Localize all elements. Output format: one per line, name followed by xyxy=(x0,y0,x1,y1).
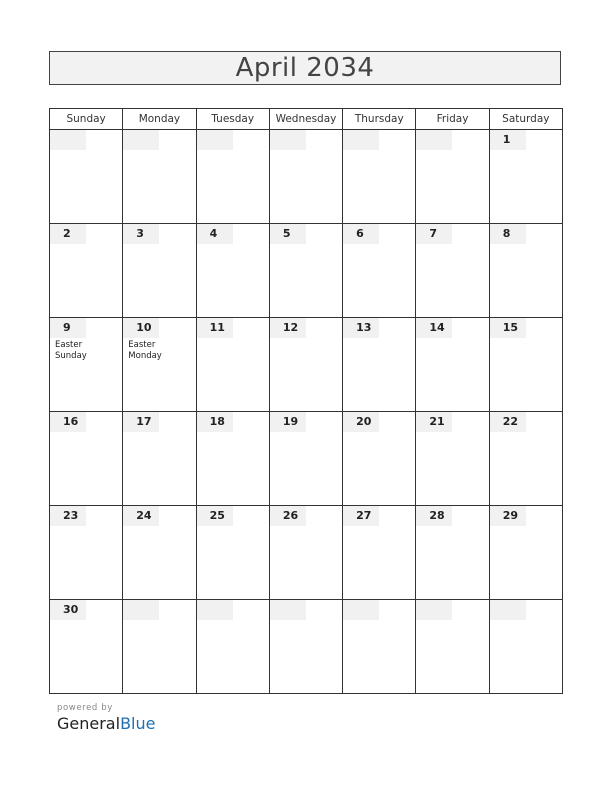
calendar-week-row xyxy=(50,412,563,506)
day-cell xyxy=(343,412,416,506)
weekday-wednesday: Wednesday xyxy=(269,109,342,130)
brand-name-part1: General xyxy=(57,714,121,733)
title-box xyxy=(49,51,561,85)
day-cell xyxy=(123,412,196,506)
day-cell xyxy=(489,600,562,694)
day-number xyxy=(197,600,233,620)
day-cell xyxy=(123,318,196,412)
day-cell xyxy=(123,130,196,224)
day-number: 17 xyxy=(123,412,159,432)
day-number: 27 xyxy=(343,506,379,526)
footer-branding xyxy=(57,703,155,733)
day-cell xyxy=(416,130,489,224)
day-number xyxy=(416,130,452,150)
day-cell xyxy=(343,130,416,224)
weekday-header-row xyxy=(50,109,563,130)
day-cell xyxy=(489,318,562,412)
day-cell xyxy=(50,224,123,318)
day-cell xyxy=(50,506,123,600)
day-cell xyxy=(269,506,342,600)
day-number: 4 xyxy=(197,224,233,244)
holiday-label: Easter Sunday xyxy=(55,340,87,361)
day-cell xyxy=(416,600,489,694)
day-cell xyxy=(50,130,123,224)
day-cell xyxy=(489,412,562,506)
day-number: 8 xyxy=(490,224,526,244)
brand-logo xyxy=(57,714,155,733)
day-cell xyxy=(416,318,489,412)
day-number xyxy=(270,600,306,620)
day-number xyxy=(50,130,86,150)
weekday-sunday: Sunday xyxy=(50,109,123,130)
day-number xyxy=(343,130,379,150)
day-cell xyxy=(269,600,342,694)
day-cell xyxy=(416,412,489,506)
day-number: 23 xyxy=(50,506,86,526)
day-number: 30 xyxy=(50,600,86,620)
day-number: 25 xyxy=(197,506,233,526)
day-number xyxy=(416,600,452,620)
day-number: 28 xyxy=(416,506,452,526)
day-number: 15 xyxy=(490,318,526,338)
day-number: 21 xyxy=(416,412,452,432)
day-cell xyxy=(196,600,269,694)
day-cell xyxy=(489,506,562,600)
day-cell xyxy=(416,506,489,600)
powered-by-text: powered by xyxy=(57,703,113,713)
day-cell xyxy=(196,224,269,318)
holiday-label: Easter Monday xyxy=(128,340,162,361)
day-number: 18 xyxy=(197,412,233,432)
day-number: 3 xyxy=(123,224,159,244)
day-number xyxy=(270,130,306,150)
day-cell xyxy=(123,506,196,600)
day-number: 12 xyxy=(270,318,306,338)
day-cell xyxy=(489,130,562,224)
day-number xyxy=(343,600,379,620)
day-number: 24 xyxy=(123,506,159,526)
day-number: 2 xyxy=(50,224,86,244)
day-cell xyxy=(269,318,342,412)
day-cell xyxy=(196,506,269,600)
day-number: 10 xyxy=(123,318,159,338)
day-number: 19 xyxy=(270,412,306,432)
day-number: 20 xyxy=(343,412,379,432)
weekday-thursday: Thursday xyxy=(343,109,416,130)
day-cell xyxy=(123,224,196,318)
weekday-saturday: Saturday xyxy=(489,109,562,130)
day-cell xyxy=(416,224,489,318)
day-number: 7 xyxy=(416,224,452,244)
weekday-monday: Monday xyxy=(123,109,196,130)
weekday-tuesday: Tuesday xyxy=(196,109,269,130)
day-number xyxy=(490,600,526,620)
day-cell xyxy=(269,224,342,318)
day-number: 9 xyxy=(50,318,86,338)
day-cell xyxy=(343,224,416,318)
day-number: 16 xyxy=(50,412,86,432)
day-cell xyxy=(50,412,123,506)
day-cell xyxy=(196,130,269,224)
day-number xyxy=(123,600,159,620)
day-number xyxy=(123,130,159,150)
day-number: 29 xyxy=(490,506,526,526)
day-number: 14 xyxy=(416,318,452,338)
day-cell xyxy=(196,412,269,506)
day-number: 11 xyxy=(197,318,233,338)
calendar-title: April 2034 xyxy=(235,53,375,83)
day-number xyxy=(197,130,233,150)
calendar-week-row xyxy=(50,318,563,412)
calendar-week-row xyxy=(50,506,563,600)
calendar-week-row xyxy=(50,600,563,694)
calendar-week-row xyxy=(50,224,563,318)
brand-name-part2: Blue xyxy=(120,714,156,733)
day-number: 13 xyxy=(343,318,379,338)
day-number: 22 xyxy=(490,412,526,432)
weekday-friday: Friday xyxy=(416,109,489,130)
day-cell xyxy=(343,506,416,600)
day-cell xyxy=(269,130,342,224)
day-number: 5 xyxy=(270,224,306,244)
day-cell xyxy=(123,600,196,694)
day-cell xyxy=(50,600,123,694)
calendar-week-row xyxy=(50,130,563,224)
day-number: 1 xyxy=(490,130,526,150)
day-cell xyxy=(343,600,416,694)
day-cell xyxy=(50,318,123,412)
day-cell xyxy=(489,224,562,318)
day-cell xyxy=(269,412,342,506)
day-cell xyxy=(196,318,269,412)
day-number: 26 xyxy=(270,506,306,526)
day-number: 6 xyxy=(343,224,379,244)
day-cell xyxy=(343,318,416,412)
calendar-grid xyxy=(49,108,563,694)
